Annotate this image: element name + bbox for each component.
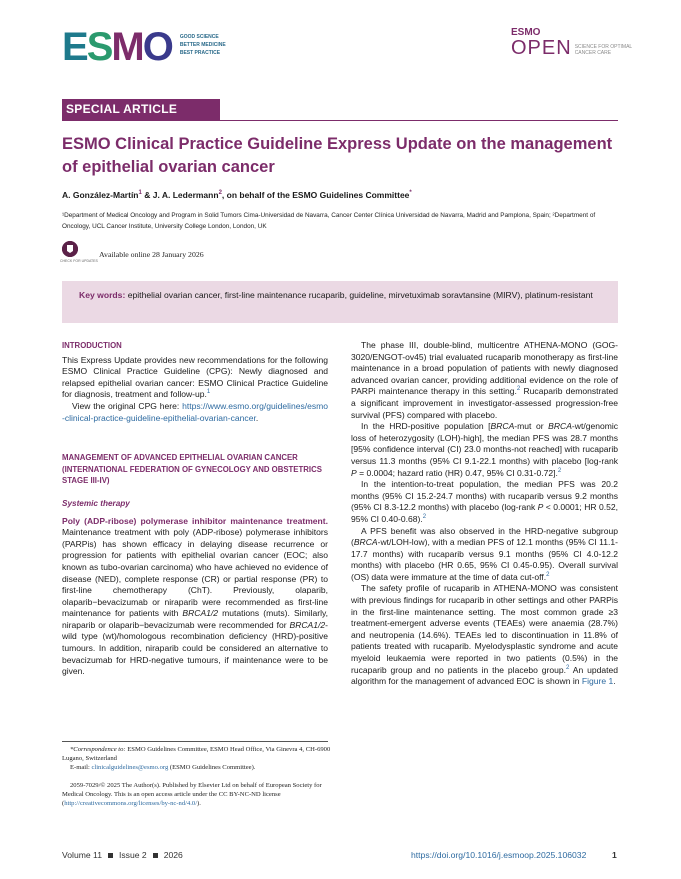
body-text: A PFS benefit was also observed in the HRD-negative subgroup ( [351,525,618,548]
footer-issue: Issue 2 [118,850,147,860]
body-text: -wild type (wt)/homologous recombination deficiency (HRD)-positive tumours. In addition, niraparib could be considered an alternative to bevacizumab for HRD-negative tumours, if maintenance were to be given. [62,619,328,677]
open-logo-small: ESMO [511,27,541,38]
p-symbol: P [351,467,357,478]
body-paragraph [351,340,618,421]
reference-link[interactable]: 2 [546,572,550,579]
affiliation-marker: 1 [138,190,142,197]
body-text: mutations (muts). Similarly, niraparib or olaparib−bevacizumab were recommended for [62,608,329,630]
open-logo-tagline [575,44,633,56]
intro-paragraph [62,355,328,401]
body-text: Rucaparib demonstrated a significant improvement in investigator-assessed progression-free survival (PFS) compared with placebo. [351,386,618,420]
keywords-box [62,281,618,323]
body-paragraph [351,526,618,584]
esmo-logo [62,25,226,69]
footer-issue-info [62,850,183,860]
check-for-updates-icon[interactable] [62,241,78,257]
body-paragraph [351,479,618,525]
reference-link[interactable]: 1 [206,389,211,396]
body-text: -wt/genomic loss of heterozygosity (LOH)-high], the median PFS was 28.7 months [95% confidence interval (CI) 23.0 months-not reached] with rucaparib versus 11.3 months (95% CI 9.1-22.1 months) with placebo [log-rank [351,421,618,466]
esmo-logo-tagline [180,33,226,57]
esmo-open-logo [511,28,632,59]
correspondence-footnote [62,745,332,773]
cpg-link[interactable]: https://www.esmo.org/guidelines/esmo-clinical-practice-guideline-epithelial-ovarian-cancer [62,400,328,423]
parp-paragraph [62,516,328,678]
footnote-text: (ESMO Guidelines Committee). [168,764,256,772]
body-text: Maintenance treatment with poly (ADP-ribose) polymerase inhibitors (PARPis) has shown efficacy in delaying disease recurrence or progression for patients with epithelial ovarian cancer (EOC; also known as tubo-ovarian carcinoma) who have achieved no evidence of disease (NED), complete response (CR) or partial response (PR) to first-line chemotherapy (ChT). Previously, olaparib, olaparib−bevacizumab or niraparib were recommended as first-line maintenance for patients with [62,527,328,619]
online-date: Available online 28 January 2026 [99,250,204,259]
body-text: . [613,676,616,687]
footnote-rule [62,741,328,742]
license-link[interactable]: http://creativecommons.org/licenses/by-nc-nd/4.0/ [64,800,198,808]
body-paragraph [351,421,618,479]
footnote-text: ESMO Guidelines Committee, ESMO Head Office, Via Ginevra 4, CH-6900 Lugano, Switzerland [62,746,331,763]
author-name: A. González-Martín [62,190,139,200]
body-text: The phase III, double-blind, multicentre ATHENA-MONO (GOG-3020/ENGOT-ov45) trial evaluated rucaparib monotherapy as first-line maintenance in a broad population of patients with newly diagnosed advanced ovarian cancer, providing additional evidence on the role of PARPi maintenance therapy in this setting. [351,340,618,397]
footnote-label: *Correspondence to: [70,746,126,753]
gene-name: BRCA [548,421,572,432]
section-heading-management: MANAGEMENT OF ADVANCED EPITHELIAL OVARIAN CANCER (INTERNATIONAL FEDERATION OF GYNECOLOGY AND OBSTETRICS STAGE III-IV) [62,453,322,486]
gene-name: BRCA1/2 [289,619,326,630]
author-separator: & [141,190,153,200]
run-in-heading: Poly (ADP-ribose) polymerase inhibitor maintenance treatment. [62,515,328,526]
reference-link[interactable]: 2 [516,386,521,393]
subsection-heading-systemic-therapy: Systemic therapy [62,498,130,508]
check-for-updates-caption: CHECK FOR UPDATES [60,259,98,263]
gene-name: BRCA [490,421,515,432]
footer-year: 2026 [163,850,183,860]
esmo-logo-letter-o: O [142,25,172,69]
esmo-logo-letter-s: S [86,25,112,69]
figure-link[interactable]: Figure 1 [581,676,614,687]
article-title: ESMO Clinical Practice Guideline Express Update on the management of epithelial ovarian cancer [62,135,613,176]
tagline-line: BEST PRACTICE [179,50,221,56]
intro-paragraph [62,401,328,424]
reference-link[interactable]: 2 [422,514,427,521]
gene-name: BRCA1/2 [182,608,219,619]
section-heading-introduction: INTRODUCTION [62,341,122,350]
footer-separator [153,853,158,858]
article-type-banner: SPECIAL ARTICLE [62,99,220,120]
license-footnote [62,781,332,809]
gene-name: BRCA [353,537,378,548]
article-type-rule [62,120,618,121]
footer-doi-link[interactable]: https://doi.org/10.1016/j.esmoop.2025.106032 [411,850,587,860]
body-text: An updated algorithm for the management of advanced EOC is shown in [351,664,618,687]
footer-separator [108,853,113,858]
body-text: The safety profile of rucaparib in ATHENA-MONO was consistent with previous findings for rucaparib in other settings and other PARPis in the first-line maintenance setting. The most common grade ≥3 treatment-emergent adverse events (TEAEs) were anaemia (28.7%) and neutropenia (14.6%). TEAEs led to discontinuation in 11.8% of patients treated with rucaparib. Myelodysplastic syndrome and acute myeloid leukaemia were reported in two patients (0.5%) in the rucaparib group and no patients in the placebo group. [351,583,618,675]
correspondence-marker[interactable]: * [409,190,412,197]
esmo-logo-letter-e: E [62,25,87,69]
body-text: -wt/LOH-low), with a median PFS of 12.1 months (95% CI 11.1-17.7 months) with rucaparib versus 9.1 months (95% CI 4.0-12.2 months) with placebo (HR 0.65, 95% CI 0.45-0.95). Overall survival (OS) data were immature at the time of data cut-off. [351,537,618,582]
right-column [351,340,618,688]
page-number: 1 [612,850,617,860]
body-text: = 0.0004; hazard ratio (HR) 0.47, 95% CI 0.31-0.72]. [356,467,558,478]
body-text: In the intention-to-treat population, the median PFS was 20.2 months (95% CI 15.2-24.7 months) with rucaparib versus 9.2 months (95% CI 8.3-12.2 months) with placebo (log-rank [351,479,618,513]
tagline-line: BETTER MEDICINE [179,42,226,48]
footer-volume: Volume 11 [62,850,102,860]
tagline-line: CANCER CARE [574,50,612,56]
tagline-line: SCIENCE FOR OPTIMAL [574,44,633,50]
footnote-text: 2059-7029/© 2025 The Author(s). Published by Elsevier Ltd on behalf of European Society for Medical Oncology. This is an open access article under the CC BY-NC-ND license ( [62,782,322,808]
author-group: , on behalf of the ESMO Guidelines Committee [221,190,410,200]
body-text: < 0.0001; HR 0.52, 95% CI 0.40-0.68). [351,502,618,524]
footnote-text: E-mail: [70,764,92,772]
esmo-logo-word [62,25,172,69]
esmo-logo-letter-m: M [111,25,143,69]
footnote-text: ). [197,800,201,808]
body-text: In the HRD-positive population [ [361,421,491,432]
tagline-line: GOOD SCIENCE [179,34,219,40]
author-name: J. A. Ledermann [152,190,219,200]
keywords-text: epithelial ovarian cancer, first-line maintenance rucaparib, guideline, mirvetuximab soravtansine (MIRV), platinum-resistant [127,290,593,300]
affiliations: ¹Department of Medical Oncology and Program in Solid Tumors Cima-Universidad de Navarra, Cancer Center Clínica Universidad de Navarra, Madrid and Pamplona, Spain; ²Department of Oncology, UCL Cancer Institute, University College London, London, UK [62,212,596,230]
email-link[interactable]: clinicalguidelines@esmo.org [91,764,169,772]
reference-link[interactable]: 2 [565,664,570,671]
reference-link[interactable]: 2 [557,467,562,474]
body-text: -mut or [514,421,549,432]
open-logo-big: OPEN [511,37,572,59]
affiliation-marker: 2 [218,190,222,197]
intro-text: This Express Update provides new recommendations for the following ESMO Clinical Practice Guideline (CPG): Newly diagnosed and relapsed epithelial ovarian cancer: ESMO Clinical Practice Guideline for diagnosis, treatment and follow-up. [62,354,328,400]
author-line [62,190,412,200]
p-symbol: P [537,502,544,513]
body-paragraph [351,583,618,687]
keywords-label: Key words: [79,290,126,300]
intro-text: . [255,412,259,423]
intro-text: View the original CPG here: [72,400,183,411]
left-column [62,340,328,678]
